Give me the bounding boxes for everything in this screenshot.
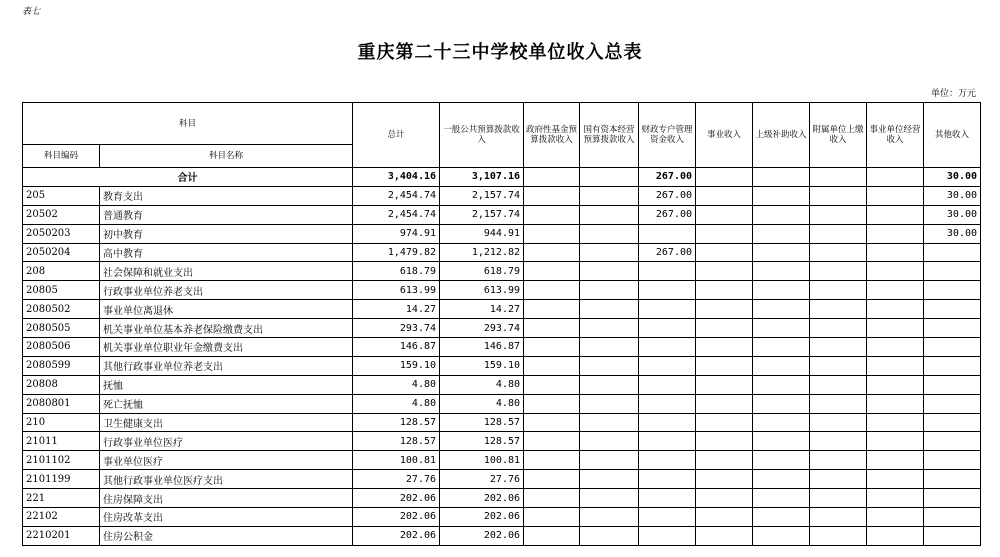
- cell-operating: [867, 262, 924, 281]
- cell-total: 2,454.74: [353, 186, 440, 205]
- cell-general-budget: 4.80: [440, 375, 524, 394]
- cell-superior-subsidy: [753, 394, 810, 413]
- cell-state-capital: [580, 451, 639, 470]
- cell-gov-fund: [524, 262, 580, 281]
- cell-affiliated: [810, 413, 867, 432]
- subject-name: 其他行政事业单位养老支出: [100, 356, 353, 375]
- subject-name: 行政事业单位医疗: [100, 432, 353, 451]
- header-total: 总计: [353, 103, 440, 168]
- cell-state-capital: [580, 262, 639, 281]
- cell-operating: [867, 394, 924, 413]
- cell-state-capital: [580, 243, 639, 262]
- header-business: 事业收入: [696, 103, 753, 168]
- cell-business: [696, 186, 753, 205]
- cell-superior-subsidy: [753, 508, 810, 527]
- table-row: [23, 262, 981, 281]
- cell-superior-subsidy: [753, 451, 810, 470]
- cell-state-capital: [580, 281, 639, 300]
- table-row: [23, 281, 981, 300]
- cell-gov-fund: [524, 205, 580, 224]
- cell-other: [924, 432, 981, 451]
- cell-total: 4.80: [353, 375, 440, 394]
- header-subject: 科目: [23, 103, 353, 145]
- cell-gov-fund: [524, 451, 580, 470]
- cell-business: [696, 413, 753, 432]
- cell-superior-subsidy: [753, 186, 810, 205]
- cell-total: 159.10: [353, 356, 440, 375]
- cell-operating: [867, 508, 924, 527]
- table-row: [23, 243, 981, 262]
- subject-name: 住房改革支出: [100, 508, 353, 527]
- subject-name: 初中教育: [100, 224, 353, 243]
- subject-name: 死亡抚恤: [100, 394, 353, 413]
- cell-other: [924, 526, 981, 545]
- cell-general-budget: 4.80: [440, 394, 524, 413]
- cell-operating: [867, 356, 924, 375]
- cell-state-capital: [580, 508, 639, 527]
- cell-fiscal-special: [639, 375, 696, 394]
- cell-operating: [867, 432, 924, 451]
- cell-other: 30.00: [924, 186, 981, 205]
- table-row: [23, 319, 981, 338]
- cell-other: [924, 413, 981, 432]
- cell-general-budget: 100.81: [440, 451, 524, 470]
- subject-code: 208: [23, 262, 100, 281]
- cell-affiliated: [810, 451, 867, 470]
- cell-general-budget: 2,157.74: [440, 205, 524, 224]
- cell-operating: [867, 451, 924, 470]
- subject-code: 2080506: [23, 338, 100, 357]
- subject-name: 事业单位离退休: [100, 300, 353, 319]
- total-fiscal-special: 267.00: [639, 168, 696, 187]
- subject-code: 2050203: [23, 224, 100, 243]
- cell-fiscal-special: 267.00: [639, 243, 696, 262]
- subject-code: 20808: [23, 375, 100, 394]
- cell-operating: [867, 243, 924, 262]
- unit-label: 单位：万元: [930, 89, 976, 99]
- subject-code: 2080502: [23, 300, 100, 319]
- table-row: [23, 205, 981, 224]
- subject-code: 20502: [23, 205, 100, 224]
- cell-state-capital: [580, 356, 639, 375]
- cell-state-capital: [580, 300, 639, 319]
- subject-code: 20805: [23, 281, 100, 300]
- cell-total: 128.57: [353, 432, 440, 451]
- cell-other: [924, 394, 981, 413]
- cell-general-budget: 1,212.82: [440, 243, 524, 262]
- cell-superior-subsidy: [753, 413, 810, 432]
- cell-total: 128.57: [353, 413, 440, 432]
- cell-other: [924, 451, 981, 470]
- cell-state-capital: [580, 338, 639, 357]
- cell-superior-subsidy: [753, 243, 810, 262]
- cell-gov-fund: [524, 508, 580, 527]
- cell-general-budget: 944.91: [440, 224, 524, 243]
- header-subject-code: 科目编码: [23, 145, 100, 168]
- subject-code: 2080801: [23, 394, 100, 413]
- cell-fiscal-special: 267.00: [639, 205, 696, 224]
- cell-affiliated: [810, 205, 867, 224]
- cell-business: [696, 375, 753, 394]
- cell-total: 974.91: [353, 224, 440, 243]
- cell-general-budget: 618.79: [440, 262, 524, 281]
- cell-total: 2,454.74: [353, 205, 440, 224]
- header-state-capital: 国有资本经营预算拨款收入: [580, 103, 639, 168]
- cell-other: [924, 300, 981, 319]
- cell-business: [696, 281, 753, 300]
- cell-total: 613.99: [353, 281, 440, 300]
- cell-fiscal-special: [639, 489, 696, 508]
- table-number: 表七: [22, 7, 41, 17]
- cell-affiliated: [810, 262, 867, 281]
- cell-superior-subsidy: [753, 338, 810, 357]
- table-row: [23, 356, 981, 375]
- cell-business: [696, 262, 753, 281]
- cell-operating: [867, 470, 924, 489]
- cell-affiliated: [810, 470, 867, 489]
- cell-other: [924, 470, 981, 489]
- cell-gov-fund: [524, 375, 580, 394]
- cell-state-capital: [580, 186, 639, 205]
- table-row: [23, 470, 981, 489]
- cell-other: [924, 356, 981, 375]
- subject-name: 高中教育: [100, 243, 353, 262]
- cell-affiliated: [810, 356, 867, 375]
- cell-other: [924, 375, 981, 394]
- cell-superior-subsidy: [753, 319, 810, 338]
- cell-business: [696, 489, 753, 508]
- cell-fiscal-special: [639, 300, 696, 319]
- subject-name: 其他行政事业单位医疗支出: [100, 470, 353, 489]
- cell-superior-subsidy: [753, 356, 810, 375]
- cell-other: [924, 319, 981, 338]
- subject-name: 卫生健康支出: [100, 413, 353, 432]
- cell-gov-fund: [524, 300, 580, 319]
- cell-other: [924, 281, 981, 300]
- cell-superior-subsidy: [753, 205, 810, 224]
- cell-affiliated: [810, 508, 867, 527]
- cell-total: 293.74: [353, 319, 440, 338]
- cell-operating: [867, 319, 924, 338]
- table-row: [23, 413, 981, 432]
- subject-name: 抚恤: [100, 375, 353, 394]
- total-superior-subsidy: [753, 168, 810, 187]
- subject-name: 住房公积金: [100, 526, 353, 545]
- header-subject-name: 科目名称: [100, 145, 353, 168]
- page-title: 重庆第二十三中学校单位收入总表: [357, 42, 643, 63]
- cell-fiscal-special: [639, 413, 696, 432]
- income-summary-table: [22, 102, 981, 546]
- cell-gov-fund: [524, 470, 580, 489]
- cell-business: [696, 451, 753, 470]
- total-other: 30.00: [924, 168, 981, 187]
- cell-operating: [867, 224, 924, 243]
- cell-superior-subsidy: [753, 470, 810, 489]
- subject-code: 2101199: [23, 470, 100, 489]
- header-general-budget: 一般公共预算拨款收入: [440, 103, 524, 168]
- cell-fiscal-special: [639, 508, 696, 527]
- total-row: [23, 168, 981, 187]
- cell-general-budget: 128.57: [440, 413, 524, 432]
- cell-fiscal-special: [639, 281, 696, 300]
- cell-fiscal-special: [639, 319, 696, 338]
- header-other: 其他收入: [924, 103, 981, 168]
- cell-affiliated: [810, 319, 867, 338]
- subject-name: 普通教育: [100, 205, 353, 224]
- cell-affiliated: [810, 300, 867, 319]
- cell-general-budget: 613.99: [440, 281, 524, 300]
- subject-name: 事业单位医疗: [100, 451, 353, 470]
- cell-general-budget: 202.06: [440, 508, 524, 527]
- cell-other: 30.00: [924, 205, 981, 224]
- subject-code: 2080599: [23, 356, 100, 375]
- cell-business: [696, 526, 753, 545]
- cell-other: [924, 508, 981, 527]
- cell-total: 4.80: [353, 394, 440, 413]
- cell-fiscal-special: [639, 262, 696, 281]
- cell-affiliated: [810, 243, 867, 262]
- cell-total: 14.27: [353, 300, 440, 319]
- subject-code: 2101102: [23, 451, 100, 470]
- cell-affiliated: [810, 526, 867, 545]
- table-row: [23, 186, 981, 205]
- cell-business: [696, 319, 753, 338]
- cell-state-capital: [580, 205, 639, 224]
- cell-total: 202.06: [353, 489, 440, 508]
- cell-business: [696, 356, 753, 375]
- subject-code: 221: [23, 489, 100, 508]
- cell-affiliated: [810, 489, 867, 508]
- cell-general-budget: 146.87: [440, 338, 524, 357]
- table-row: [23, 508, 981, 527]
- cell-affiliated: [810, 375, 867, 394]
- cell-operating: [867, 489, 924, 508]
- cell-gov-fund: [524, 413, 580, 432]
- cell-total: 618.79: [353, 262, 440, 281]
- cell-fiscal-special: [639, 338, 696, 357]
- subject-code: 205: [23, 186, 100, 205]
- cell-state-capital: [580, 432, 639, 451]
- table-row: [23, 375, 981, 394]
- cell-state-capital: [580, 224, 639, 243]
- cell-gov-fund: [524, 356, 580, 375]
- cell-business: [696, 394, 753, 413]
- cell-general-budget: 293.74: [440, 319, 524, 338]
- total-label: 合计: [23, 168, 353, 187]
- cell-other: [924, 262, 981, 281]
- cell-operating: [867, 413, 924, 432]
- cell-total: 202.06: [353, 526, 440, 545]
- cell-affiliated: [810, 432, 867, 451]
- table-row: [23, 300, 981, 319]
- cell-total: 100.81: [353, 451, 440, 470]
- subject-code: 2050204: [23, 243, 100, 262]
- cell-general-budget: 202.06: [440, 526, 524, 545]
- cell-gov-fund: [524, 338, 580, 357]
- cell-fiscal-special: [639, 526, 696, 545]
- cell-operating: [867, 186, 924, 205]
- cell-gov-fund: [524, 243, 580, 262]
- cell-gov-fund: [524, 186, 580, 205]
- cell-state-capital: [580, 319, 639, 338]
- cell-affiliated: [810, 338, 867, 357]
- subject-name: 住房保障支出: [100, 489, 353, 508]
- subject-code: 2210201: [23, 526, 100, 545]
- table-row: [23, 526, 981, 545]
- cell-superior-subsidy: [753, 262, 810, 281]
- cell-gov-fund: [524, 394, 580, 413]
- cell-affiliated: [810, 186, 867, 205]
- cell-state-capital: [580, 489, 639, 508]
- cell-operating: [867, 281, 924, 300]
- cell-total: 27.76: [353, 470, 440, 489]
- subject-code: 22102: [23, 508, 100, 527]
- subject-name: 教育支出: [100, 186, 353, 205]
- cell-fiscal-special: [639, 224, 696, 243]
- cell-fiscal-special: [639, 451, 696, 470]
- cell-fiscal-special: [639, 470, 696, 489]
- cell-gov-fund: [524, 281, 580, 300]
- cell-business: [696, 205, 753, 224]
- cell-superior-subsidy: [753, 224, 810, 243]
- cell-general-budget: 2,157.74: [440, 186, 524, 205]
- subject-name: 社会保障和就业支出: [100, 262, 353, 281]
- cell-affiliated: [810, 281, 867, 300]
- cell-other: [924, 243, 981, 262]
- cell-superior-subsidy: [753, 432, 810, 451]
- subject-code: 2080505: [23, 319, 100, 338]
- cell-general-budget: 202.06: [440, 489, 524, 508]
- cell-state-capital: [580, 375, 639, 394]
- table-row: [23, 224, 981, 243]
- cell-business: [696, 508, 753, 527]
- subject-code: 21011: [23, 432, 100, 451]
- cell-superior-subsidy: [753, 375, 810, 394]
- cell-general-budget: 14.27: [440, 300, 524, 319]
- table-row: [23, 338, 981, 357]
- cell-gov-fund: [524, 319, 580, 338]
- cell-superior-subsidy: [753, 300, 810, 319]
- cell-state-capital: [580, 526, 639, 545]
- subject-code: 210: [23, 413, 100, 432]
- subject-name: 机关事业单位基本养老保险缴费支出: [100, 319, 353, 338]
- cell-state-capital: [580, 413, 639, 432]
- cell-state-capital: [580, 394, 639, 413]
- table-row: [23, 489, 981, 508]
- cell-operating: [867, 205, 924, 224]
- total-total: 3,404.16: [353, 168, 440, 187]
- cell-operating: [867, 338, 924, 357]
- cell-fiscal-special: [639, 356, 696, 375]
- cell-superior-subsidy: [753, 489, 810, 508]
- cell-total: 146.87: [353, 338, 440, 357]
- cell-affiliated: [810, 394, 867, 413]
- cell-superior-subsidy: [753, 281, 810, 300]
- subject-name: 行政事业单位养老支出: [100, 281, 353, 300]
- total-operating: [867, 168, 924, 187]
- cell-other: [924, 489, 981, 508]
- header-fiscal-special: 财政专户管理资金收入: [639, 103, 696, 168]
- cell-fiscal-special: 267.00: [639, 186, 696, 205]
- header-gov-fund: 政府性基金预算拨款收入: [524, 103, 580, 168]
- cell-fiscal-special: [639, 394, 696, 413]
- header-superior-subsidy: 上级补助收入: [753, 103, 810, 168]
- table-row: [23, 451, 981, 470]
- total-business: [696, 168, 753, 187]
- table-row: [23, 432, 981, 451]
- cell-gov-fund: [524, 432, 580, 451]
- header-operating: 事业单位经营收入: [867, 103, 924, 168]
- cell-general-budget: 159.10: [440, 356, 524, 375]
- total-gov-fund: [524, 168, 580, 187]
- cell-gov-fund: [524, 526, 580, 545]
- cell-other: [924, 338, 981, 357]
- cell-business: [696, 243, 753, 262]
- cell-fiscal-special: [639, 432, 696, 451]
- cell-business: [696, 338, 753, 357]
- cell-general-budget: 27.76: [440, 470, 524, 489]
- cell-total: 1,479.82: [353, 243, 440, 262]
- cell-operating: [867, 526, 924, 545]
- cell-business: [696, 224, 753, 243]
- table-row: [23, 394, 981, 413]
- cell-total: 202.06: [353, 508, 440, 527]
- total-general-budget: 3,107.16: [440, 168, 524, 187]
- cell-gov-fund: [524, 224, 580, 243]
- cell-general-budget: 128.57: [440, 432, 524, 451]
- cell-business: [696, 432, 753, 451]
- cell-business: [696, 470, 753, 489]
- cell-other: 30.00: [924, 224, 981, 243]
- header-affiliated: 附属单位上缴收入: [810, 103, 867, 168]
- cell-affiliated: [810, 224, 867, 243]
- cell-business: [696, 300, 753, 319]
- cell-superior-subsidy: [753, 526, 810, 545]
- cell-gov-fund: [524, 489, 580, 508]
- cell-operating: [867, 375, 924, 394]
- total-affiliated: [810, 168, 867, 187]
- cell-state-capital: [580, 470, 639, 489]
- total-state-capital: [580, 168, 639, 187]
- cell-operating: [867, 300, 924, 319]
- subject-name: 机关事业单位职业年金缴费支出: [100, 338, 353, 357]
